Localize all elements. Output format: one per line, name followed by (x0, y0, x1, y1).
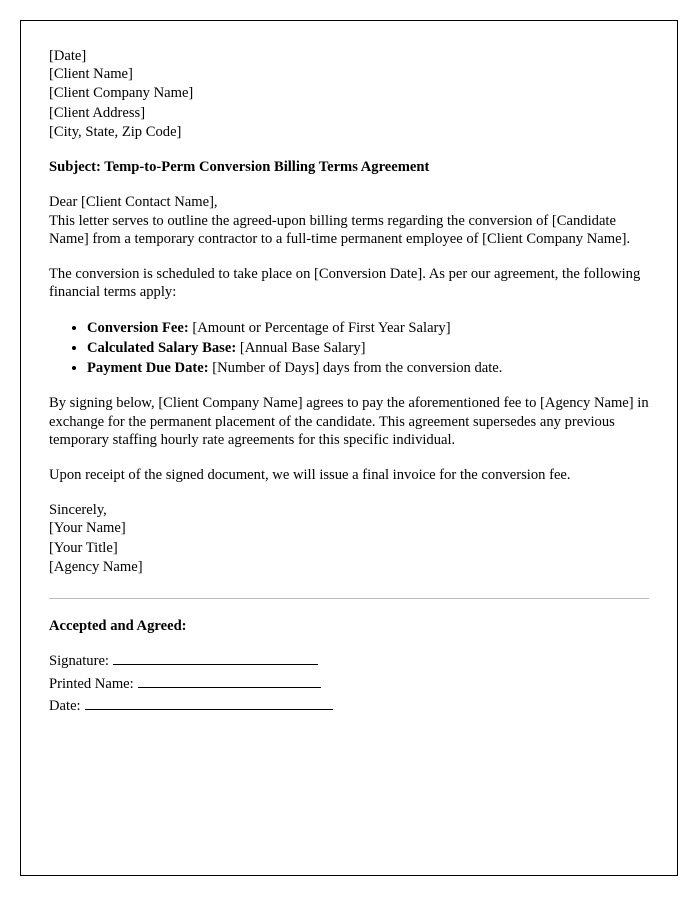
date-line: [Date] (49, 48, 87, 64)
sender-agency: [Agency Name] (49, 558, 143, 575)
paragraph-agreement: By signing below, [Client Company Name] agrees to pay the aforementioned fee to [Agency Name] in exchange for the permanent placement of the candidate. This agreement supersedes any previous temporary staffing hourly rate agreements for this specific individual. (49, 395, 649, 448)
recipient-company: [Client Company Name] (49, 85, 194, 102)
recipient-address-block (49, 65, 649, 141)
list-item (87, 359, 649, 377)
signature-field-row (49, 651, 649, 670)
salutation: Dear [Client Contact Name], (49, 194, 218, 211)
date-field-row (49, 696, 649, 715)
printed-name-label: Printed Name: (49, 675, 134, 692)
financial-terms-list (49, 319, 649, 378)
signature-line (113, 651, 318, 665)
closing: Sincerely, (49, 502, 107, 519)
recipient-address: [Client Address] (49, 104, 146, 121)
term-label: Payment Due Date: (87, 360, 209, 377)
section-divider (49, 598, 649, 599)
sender-signature-block (49, 519, 649, 576)
letter-body (49, 47, 649, 715)
term-value: [Amount or Percentage of First Year Salary] (192, 319, 451, 336)
printed-name-line (138, 674, 321, 688)
paragraph-invoice: Upon receipt of the signed document, we will issue a final invoice for the conversion fee. (49, 466, 571, 483)
accepted-heading: Accepted and Agreed: (49, 618, 187, 635)
signature-label: Signature: (49, 653, 109, 670)
date-label: Date: (49, 697, 81, 714)
term-value: [Annual Base Salary] (239, 339, 366, 356)
recipient-city-state-zip: [City, State, Zip Code] (49, 123, 182, 140)
paragraph-intro: This letter serves to outline the agreed-upon billing terms regarding the conversion of [Candidate Name] from a temporary contractor to a full-time permanent employee of [Client Company Name]. (49, 212, 631, 247)
list-item (87, 339, 649, 357)
recipient-name: [Client Name] (49, 66, 133, 83)
subject-line: Subject: Temp-to-Perm Conversion Billing Terms Agreement (49, 159, 430, 176)
acceptance-fields (49, 651, 649, 715)
term-label: Conversion Fee: (87, 319, 189, 336)
printed-name-field-row (49, 674, 649, 693)
term-label: Calculated Salary Base: (87, 339, 237, 356)
paragraph-schedule: The conversion is scheduled to take place on [Conversion Date]. As per our agreement, the following financial terms apply: (49, 266, 641, 301)
sender-title: [Your Title] (49, 539, 118, 556)
list-item (87, 319, 649, 337)
sender-name: [Your Name] (49, 520, 126, 537)
date-line-blank (85, 696, 333, 710)
letter-page (20, 20, 678, 876)
term-value: [Number of Days] days from the conversion date. (212, 360, 503, 377)
